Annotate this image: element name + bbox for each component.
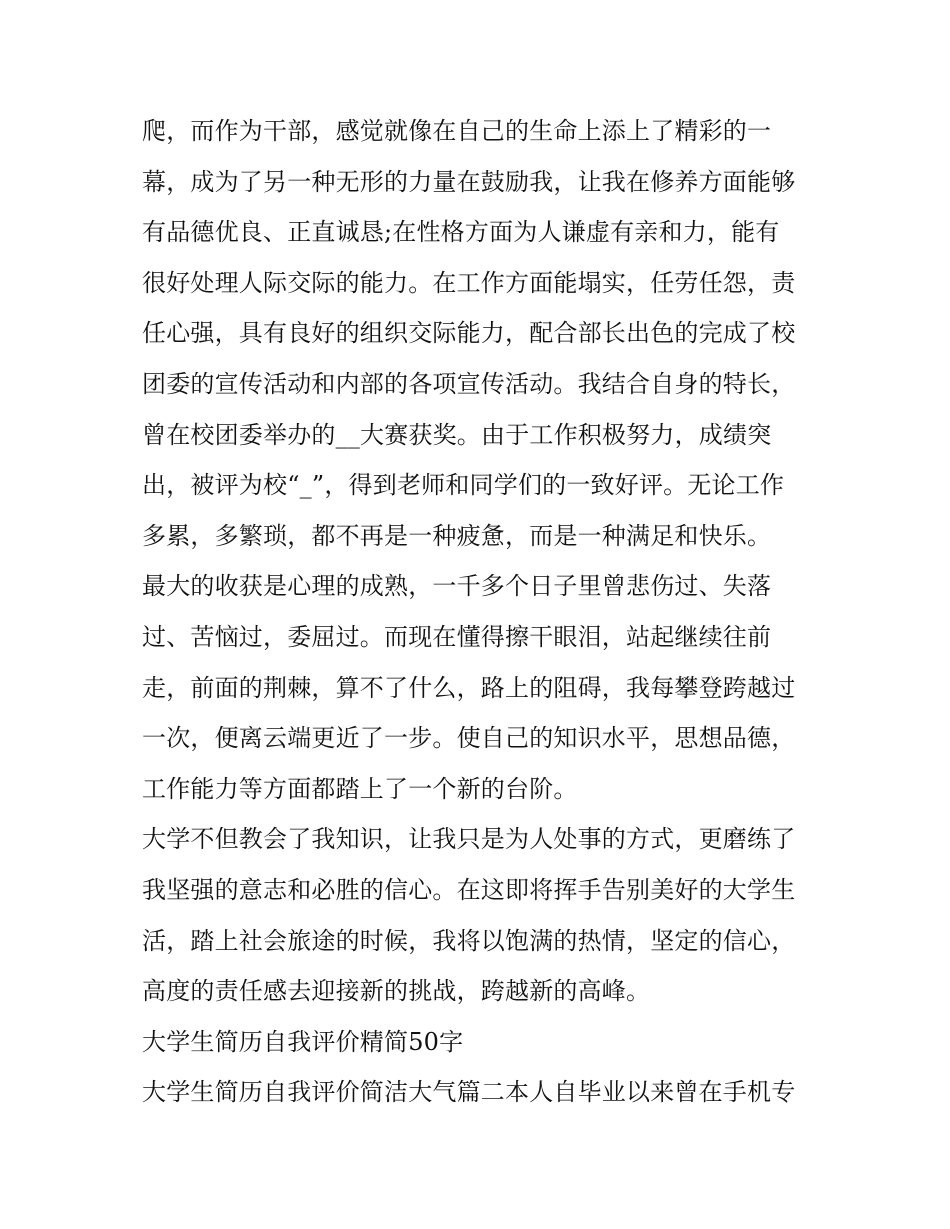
text-line: 很好处理人际交际的能力。在工作方面能塌实，任劳任怨，责 (142, 268, 796, 297)
text-line: 爬，而作为干部，感觉就像在自己的生命上添上了精彩的一 (142, 117, 772, 145)
text-line: 曾在校团委举办的__大赛获奖。由于工作积极努力，成绩突 (142, 420, 772, 449)
text-line: 幕，成为了另一种无形的力量在鼓励我，让我在修养方面能够 (142, 167, 796, 196)
text-line: 过、苦恼过，委屈过。而现在懂得擦干眼泪，站起继续往前 (142, 622, 772, 651)
section-heading: 大学生简历自我评价精简50字 (142, 1027, 464, 1056)
text-line: 走，前面的荆棘，算不了什么，路上的阻碍，我每攀登跨越过 (142, 673, 796, 702)
text-line: 高度的责任感去迎接新的挑战，跨越新的高峰。 (142, 977, 651, 1006)
document-body (142, 106, 822, 1118)
text-line: 工作能力等方面都踏上了一个新的台阶。 (142, 774, 578, 803)
text-line: 大学不但教会了我知识，让我只是为人处事的方式，更磨练了 (142, 825, 796, 854)
text-line: 有品德优良、正直诚恳;在性格方面为人谦虚有亲和力，能有 (142, 218, 780, 247)
text-line: 活，踏上社会旅途的时候，我将以饱满的热情，坚定的信心， (142, 926, 796, 955)
text-line: 多累，多繁琐，都不再是一种疲惫，而是一种满足和快乐。 (142, 521, 772, 550)
text-line: 一次，便离云端更近了一步。使自己的知识水平，思想品德， (142, 724, 796, 753)
text-line: 团委的宣传活动和内部的各项宣传活动。我结合自身的特长， (142, 369, 796, 398)
text-line: 大学生简历自我评价简洁大气篇二本人自毕业以来曾在手机专 (142, 1078, 796, 1107)
text-line: 出，被评为校“_”，得到老师和同学们的一致好评。无论工作 (142, 471, 785, 500)
text-line: 任心强，具有良好的组织交际能力，配合部长出色的完成了校 (142, 319, 796, 348)
text-line: 最大的收获是心理的成熟，一千多个日子里曾悲伤过、失落 (142, 572, 772, 601)
text-line: 我坚强的意志和必胜的信心。在这即将挥手告别美好的大学生 (142, 875, 796, 904)
